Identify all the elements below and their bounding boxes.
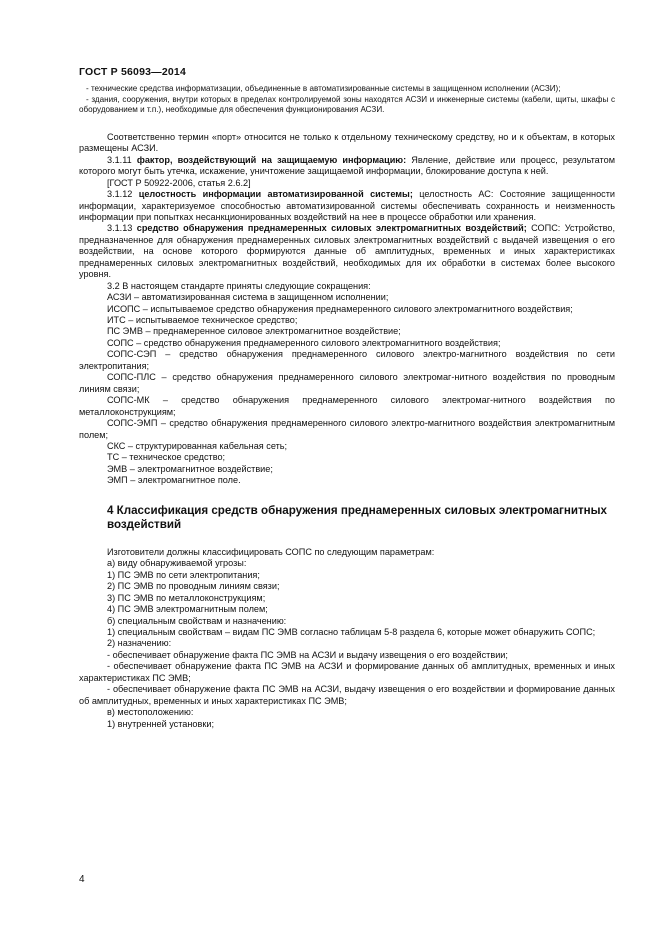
section-line: - обеспечивает обнаружение факта ПС ЭМВ на АСЗИ и выдачу извещения о его воздействии;: [107, 649, 508, 660]
section-line: а) виду обнаруживаемой угрозы:: [107, 558, 247, 569]
section-4-body: [79, 547, 615, 730]
abbreviations-intro: 3.2 В настоящем стандарте приняты следующие сокращения:: [107, 280, 371, 291]
definition-3-1-13: [79, 223, 615, 280]
section-line: - обеспечивает обнаружение факта ПС ЭМВ на АСЗИ, выдачу извещения о его воздействии и формирование данных об амплитудных, временных и иных характеристиках ПС ЭМВ;: [79, 684, 615, 706]
page-number: 4: [79, 874, 85, 885]
paragraph-port: Соответственно термин «порт» относится не только к отдельному техническому средству, но и к объектам, в которых размещены АСЗИ.: [79, 131, 615, 154]
abbreviation-item: ЭМВ – электромагнитное воздействие;: [107, 463, 273, 474]
abbreviation-item: ИСОПС – испытываемое средство обнаружения преднамеренного силового электромагнитного воздействия;: [107, 303, 573, 314]
definition-text: Явление, действие или процесс, результатом которого могут быть утечка, искажение, уничтожение защищаемой информации, блокирование доступа к ней.: [79, 154, 615, 177]
section-line: Изготовители должны классифицировать СОПС по следующим параметрам:: [107, 546, 435, 557]
definition-number: 3.1.12: [107, 189, 139, 200]
section-line: 2) назначению:: [107, 638, 172, 649]
definition-3-1-11: [79, 155, 615, 178]
abbreviation-item: СОПС – средство обнаружения преднамеренного силового электромагнитного воздействия;: [107, 337, 501, 348]
abbreviation-item: СОПС-СЭП – средство обнаружения преднамеренного силового электро-магнитного воздействия по сети электропитания;: [79, 349, 615, 371]
section-line: 2) ПС ЭМВ по проводным линиям связи;: [107, 581, 280, 592]
abbreviation-item: ТС – техническое средство;: [107, 452, 226, 463]
abbreviation-item: ИТС – испытываемое техническое средство;: [107, 315, 298, 326]
note-line: - технические средства информатизации, объединенные в автоматизированные системы в защищенном исполнении (АСЗИ);: [86, 84, 561, 93]
abbreviation-item: СОПС-ЭМП – средство обнаружения преднамеренного силового электро-магнитного воздействия электромагнитным полем;: [79, 418, 615, 440]
section-line: 4) ПС ЭМВ электромагнитным полем;: [107, 604, 268, 615]
top-notes: [79, 84, 615, 116]
abbreviation-item: СКС – структурированная кабельная сеть;: [107, 441, 288, 452]
definition-term: целостность информации автоматизированной системы;: [138, 189, 413, 200]
definition-text: целостность АС: Состояние защищенности информации, характеризуемое способностью автоматизированной системы обеспечивать сохранность и неизменность информации при попытках несанкционированных воздействий на нее в процессе обработки или хранения.: [79, 189, 615, 222]
abbreviation-item: ЭМП – электромагнитное поле.: [107, 475, 241, 486]
section-line: 1) внутренней установки;: [107, 718, 214, 729]
section-4-heading: 4 Классификация средств обнаружения преднамеренных силовых электромагнитных воздействий: [107, 503, 608, 532]
definition-number: 3.1.13: [107, 223, 137, 234]
definition-term: средство обнаружения преднамеренных силовых электромагнитных воздействий;: [136, 223, 527, 234]
abbreviation-item: ПС ЭМВ – преднамеренное силовое электромагнитное воздействие;: [107, 326, 401, 337]
abbreviation-item: АСЗИ – автоматизированная система в защищенном исполнении;: [107, 292, 389, 303]
section-line: 1) специальным свойствам – видам ПС ЭМВ согласно таблицам 5-8 раздела 6, которые может обнаружить СОПС;: [107, 627, 596, 637]
section-line: 1) ПС ЭМВ по сети электропитания;: [107, 569, 260, 580]
abbreviation-item: СОПС-МК – средство обнаружения преднамеренного силового электромаг-нитного воздействия по металлоконструкциям;: [79, 395, 615, 417]
definition-text: СОПС: Устройство, предназначенное для обнаружения преднамеренных силовых электромагнитных воздействий с выдачей извещения о его воздействии, на основе которого формируются данные об амплитудных, временных и иных характеристиках преднамеренных силовых электромагнитных воздействий, необходимых для их обработки в системах более высокого уровня.: [79, 223, 615, 280]
definition-3-1-12: [79, 189, 615, 223]
document-header: ГОСТ Р 56093—2014: [79, 66, 187, 78]
definition-term: фактор, воздействующий на защищаемую информацию:: [136, 154, 407, 165]
section-line: - обеспечивает обнаружение факта ПС ЭМВ на АСЗИ и формирование данных об амплитудных, временных и иных характеристиках ПС ЭМВ;: [79, 661, 615, 683]
definition-number: 3.1.11: [107, 154, 137, 165]
note-line: - здания, сооружения, внутри которых в пределах контролируемой зоны находятся АСЗИ и инженерные системы (кабели, щиты, шкафы с оборудованием и т.п.), необходимые для обеспечения функционирования АСЗИ.: [79, 94, 615, 115]
section-line: б) специальным свойствам и назначению:: [107, 615, 287, 626]
abbreviation-item: СОПС-ПЛС – средство обнаружения преднамеренного силового электромаг-нитного воздействия по проводным линиям связи;: [79, 372, 615, 394]
page-content: [79, 84, 615, 730]
reference-3-1-11: [ГОСТ Р 50922-2006, статья 2.6.2]: [107, 177, 251, 188]
section-line: в) местоположению:: [107, 707, 194, 718]
section-line: 3) ПС ЭМВ по металлоконструкциям;: [107, 592, 266, 603]
abbreviation-list: [79, 292, 615, 487]
definitions: [79, 132, 615, 487]
